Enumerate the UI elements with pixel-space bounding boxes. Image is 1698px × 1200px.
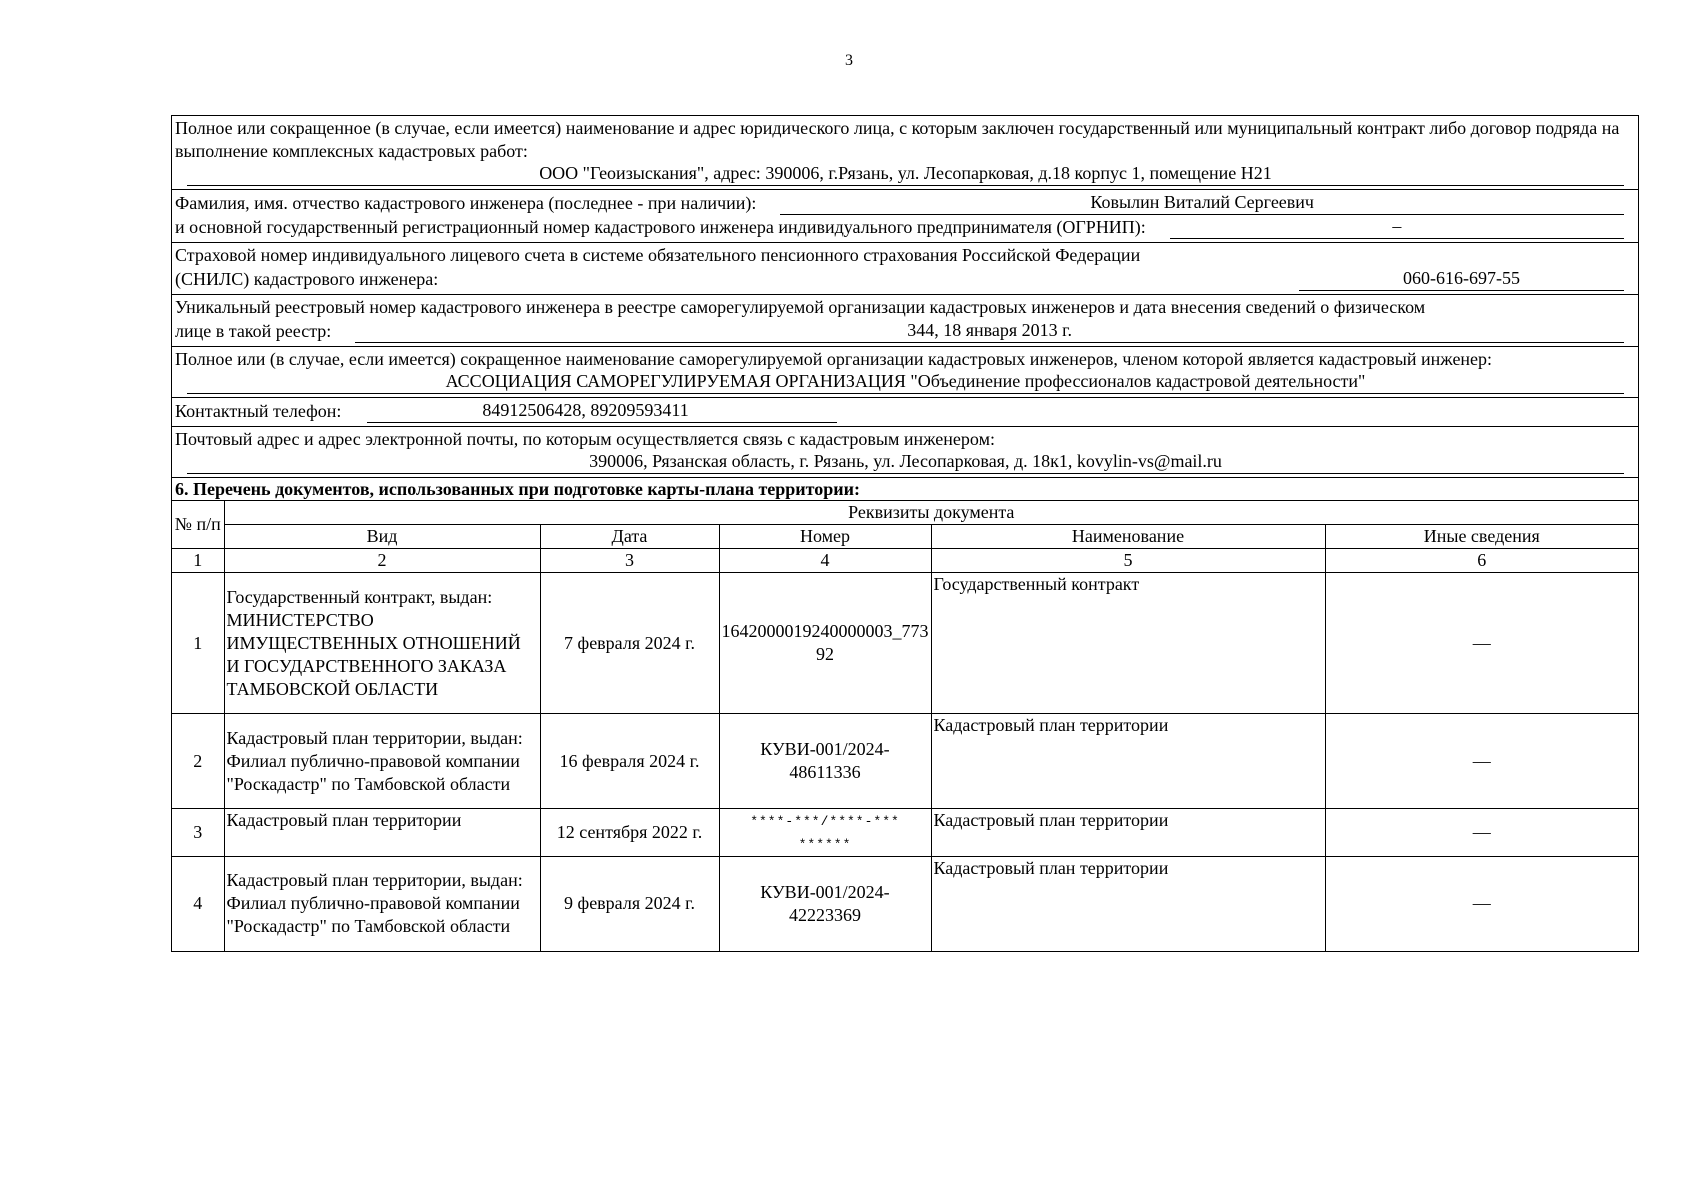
row-kind: Кадастровый план территории bbox=[224, 809, 540, 857]
registry-label-line2: лице в такой реестр: bbox=[175, 321, 332, 341]
row-num: 3 bbox=[172, 809, 224, 857]
row-date: 7 февраля 2024 г. bbox=[540, 573, 719, 714]
postal-value: 390006, Рязанская область, г. Рязань, ул. Лесопарковая, д. 18к1, kovylin-vs@mail.ru bbox=[187, 450, 1624, 474]
ogrnip-value: – bbox=[1170, 215, 1624, 239]
col-index: 2 bbox=[224, 549, 540, 573]
header-group: Реквизиты документа bbox=[224, 501, 1638, 525]
col-index: 1 bbox=[172, 549, 224, 573]
col-index: 4 bbox=[719, 549, 931, 573]
header-number: Номер bbox=[719, 525, 931, 549]
postal-label: Почтовый адрес и адрес электронной почты, по которым осуществляется связь с кадастровым инженером: bbox=[175, 429, 995, 449]
header-other: Иные сведения bbox=[1325, 525, 1638, 549]
sro-label: Полное или (в случае, если имеется) сокращенное наименование саморегулируемой организации кадастровых инженеров, членом которой является кадастровый инженер: bbox=[175, 349, 1493, 369]
registry-label-line1: Уникальный реестровый номер кадастрового инженера в реестре саморегулируемой организации кадастровых инженеров и дата внесения сведений о физическом bbox=[175, 297, 1426, 317]
contractor-section bbox=[172, 116, 1638, 190]
table-row bbox=[172, 573, 1638, 714]
sro-value: АССОЦИАЦИЯ САМОРЕГУЛИРУЕМАЯ ОРГАНИЗАЦИЯ "Объединение профессионалов кадастровой деятельности" bbox=[187, 370, 1624, 394]
registry-value: 344, 18 января 2013 г. bbox=[355, 319, 1624, 343]
row-num: 2 bbox=[172, 714, 224, 809]
row-kind: Кадастровый план территории, выдан: Филиал публично-правовой компании "Роскадастр" по Тамбовской области bbox=[224, 857, 540, 951]
row-number: КУВИ-001/2024-42223369 bbox=[719, 857, 931, 951]
row-num: 1 bbox=[172, 573, 224, 714]
sro-section bbox=[172, 347, 1638, 398]
col-index: 5 bbox=[931, 549, 1325, 573]
row-other: — bbox=[1325, 714, 1638, 809]
contractor-label: Полное или сокращенное (в случае, если имеется) наименование и адрес юридического лица, с которым заключен государственный или муниципальный контракт либо договор подряда на выполнение комплексных кадастровых работ: bbox=[175, 118, 1620, 161]
row-kind: Государственный контракт, выдан: МИНИСТЕРСТВО ИМУЩЕСТВЕННЫХ ОТНОШЕНИЙ И ГОСУДАРСТВЕННОГО ЗАКАЗА ТАМБОВСКОЙ ОБЛАСТИ bbox=[224, 573, 540, 714]
section6-title: 6. Перечень документов, использованных при подготовке карты-плана территории: bbox=[172, 478, 1638, 501]
documents-table bbox=[172, 501, 1638, 951]
snils-value: 060-616-697-55 bbox=[1299, 267, 1624, 291]
row-number: 1642000019240000003_77392 bbox=[719, 573, 931, 714]
phone-value: 84912506428, 89209593411 bbox=[367, 399, 837, 423]
header-date: Дата bbox=[540, 525, 719, 549]
snils-label-line2: (СНИЛС) кадастрового инженера: bbox=[175, 269, 439, 289]
header-kind: Вид bbox=[224, 525, 540, 549]
row-date: 9 февраля 2024 г. bbox=[540, 857, 719, 951]
postal-section bbox=[172, 427, 1638, 478]
phone-section bbox=[172, 398, 1638, 427]
table-index-row bbox=[172, 549, 1638, 573]
header-name: Наименование bbox=[931, 525, 1325, 549]
phone-label: Контактный телефон: bbox=[175, 401, 342, 421]
row-number: КУВИ-001/2024-48611336 bbox=[719, 714, 931, 809]
row-other: — bbox=[1325, 573, 1638, 714]
table-header-row-2 bbox=[172, 525, 1638, 549]
col-index: 3 bbox=[540, 549, 719, 573]
page-number: 3 bbox=[845, 52, 853, 69]
header-num: № п/п bbox=[172, 501, 224, 549]
snils-label-line1: Страховой номер индивидуального лицевого счета в системе обязательного пенсионного страхования Российской Федерации bbox=[175, 245, 1141, 265]
row-name: Кадастровый план территории bbox=[931, 714, 1325, 809]
row-number: ****-***/****-********* bbox=[719, 809, 931, 857]
table-row bbox=[172, 714, 1638, 809]
ogrnip-label: и основной государственный регистрационный номер кадастрового инженера индивидуального предпринимателя (ОГРНИП): bbox=[175, 217, 1146, 237]
row-date: 16 февраля 2024 г. bbox=[540, 714, 719, 809]
table-row bbox=[172, 809, 1638, 857]
row-name: Государственный контракт bbox=[931, 573, 1325, 714]
row-name: Кадастровый план территории bbox=[931, 809, 1325, 857]
table-row bbox=[172, 857, 1638, 951]
snils-section bbox=[172, 243, 1638, 295]
registry-section bbox=[172, 295, 1638, 347]
engineer-section bbox=[172, 190, 1638, 243]
row-other: — bbox=[1325, 809, 1638, 857]
row-name: Кадастровый план территории bbox=[931, 857, 1325, 951]
col-index: 6 bbox=[1325, 549, 1638, 573]
contractor-value: ООО "Геоизыскания", адрес: 390006, г.Рязань, ул. Лесопарковая, д.18 корпус 1, помещение Н21 bbox=[187, 162, 1624, 186]
row-num: 4 bbox=[172, 857, 224, 951]
table-header-row-1 bbox=[172, 501, 1638, 525]
engineer-name-value: Ковылин Виталий Сергеевич bbox=[780, 191, 1624, 215]
engineer-name-label: Фамилия, имя. отчество кадастрового инженера (последнее - при наличии): bbox=[175, 193, 757, 213]
row-other: — bbox=[1325, 857, 1638, 951]
document-form bbox=[171, 115, 1639, 952]
row-kind: Кадастровый план территории, выдан: Филиал публично-правовой компании "Роскадастр" по Тамбовской области bbox=[224, 714, 540, 809]
row-date: 12 сентября 2022 г. bbox=[540, 809, 719, 857]
